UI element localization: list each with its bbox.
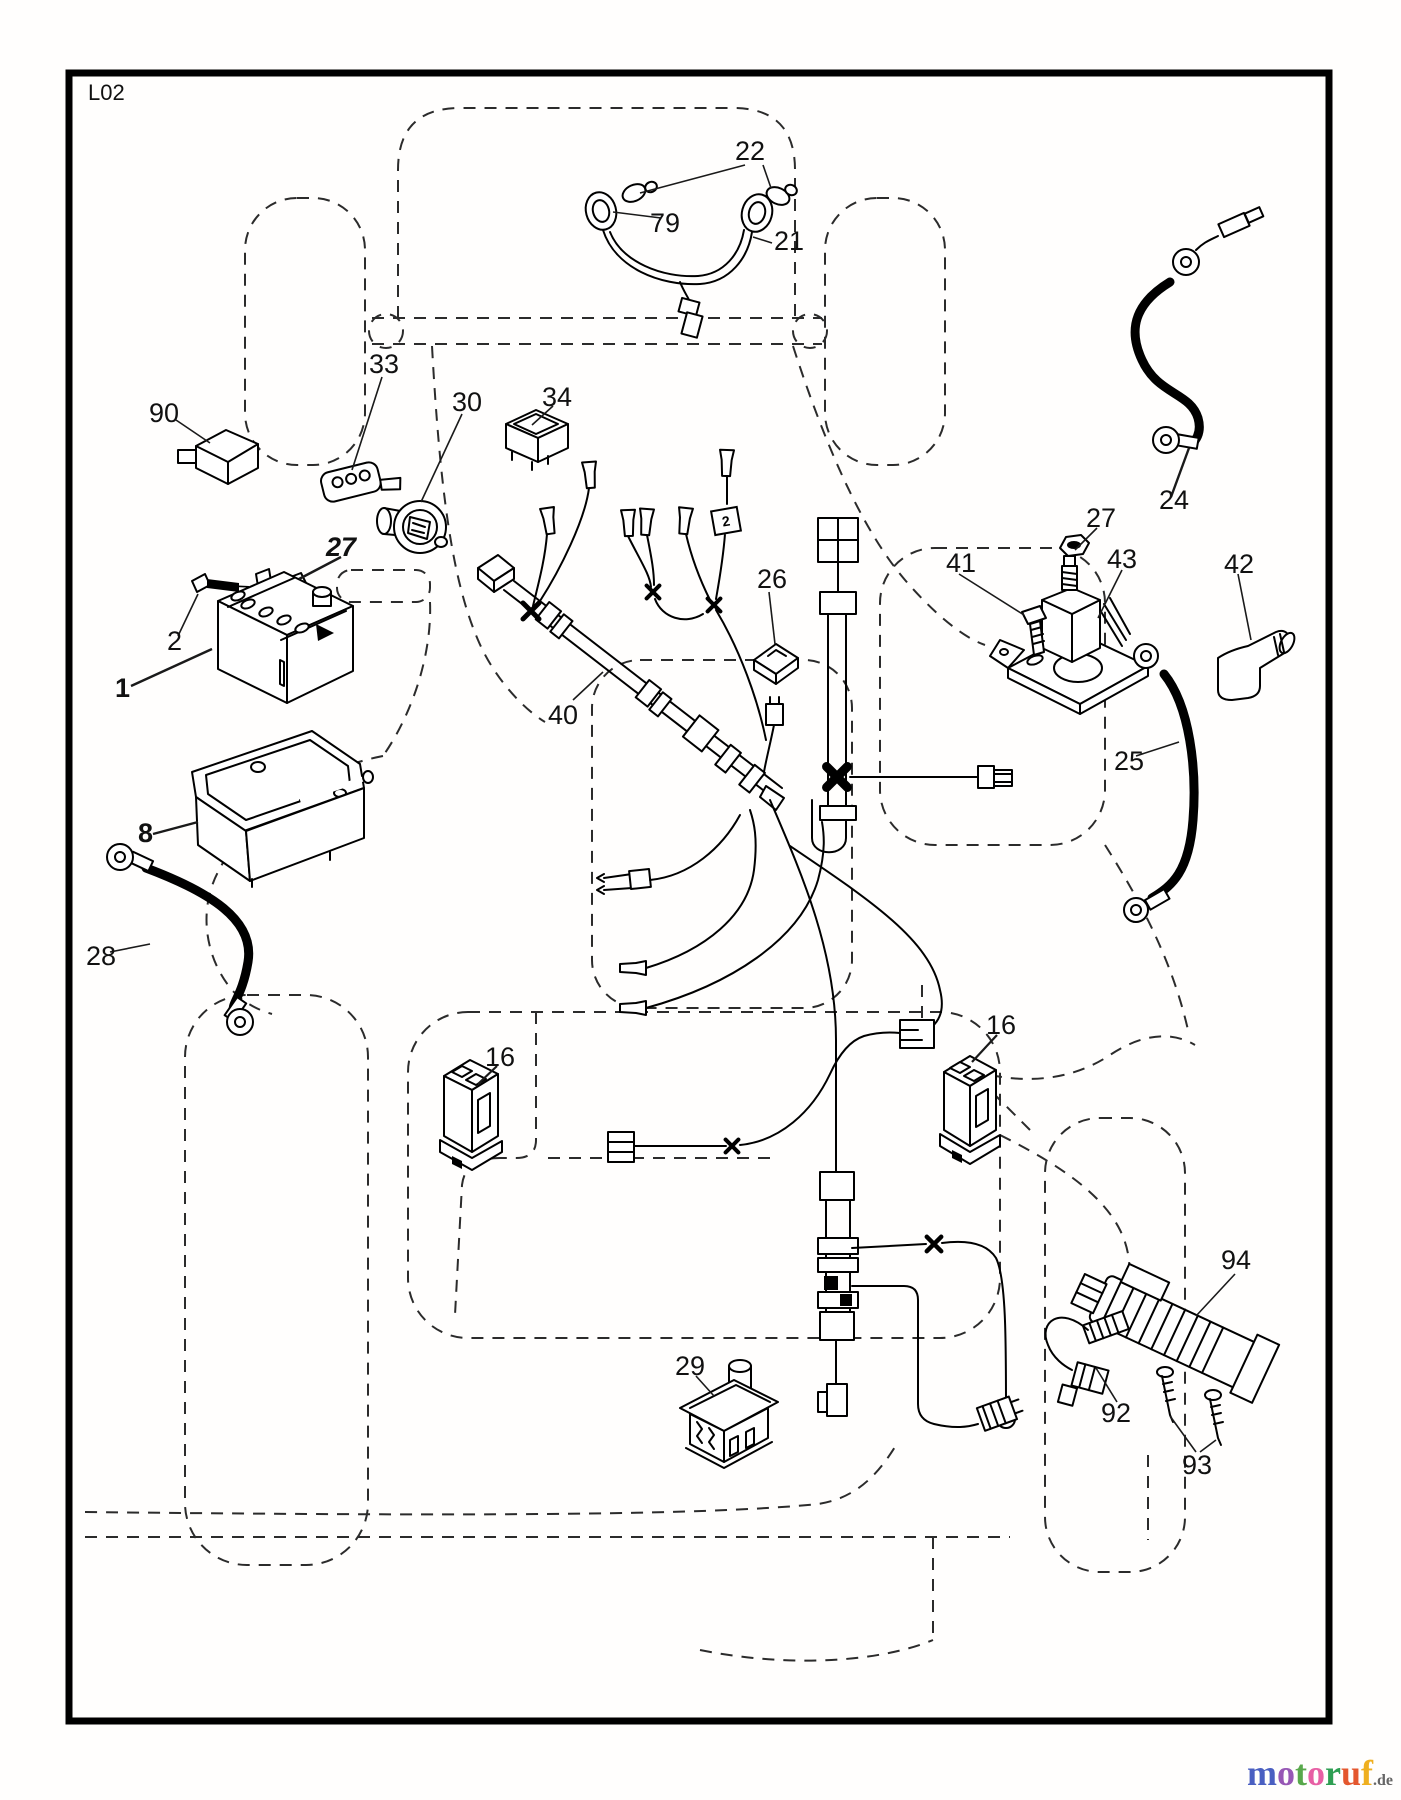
part-label-28: 28 bbox=[86, 941, 117, 971]
relay-drawing bbox=[178, 430, 258, 484]
motoruf-logo bbox=[1247, 1752, 1393, 1794]
part-label-92: 92 bbox=[1101, 1398, 1132, 1428]
part-label-29: 29 bbox=[675, 1351, 706, 1381]
part-label-1: 1 bbox=[115, 673, 131, 703]
solenoid-cable-drawing bbox=[1124, 644, 1194, 922]
part-label-30: 30 bbox=[452, 387, 483, 417]
part-label-42: 42 bbox=[1224, 549, 1255, 579]
battery-box-drawing bbox=[192, 731, 373, 887]
logo-letter: m bbox=[1246, 1753, 1277, 1793]
part-label-26: 26 bbox=[757, 564, 788, 594]
center-wires-drawing bbox=[597, 800, 942, 1172]
logo-suffix: .de bbox=[1373, 1772, 1393, 1789]
logo-letter: t bbox=[1294, 1753, 1307, 1793]
light-switch-drawing bbox=[506, 410, 568, 470]
part-label-40: 40 bbox=[548, 700, 579, 730]
part-label-33: 33 bbox=[369, 349, 400, 379]
part-label-16-right: 16 bbox=[986, 1010, 1017, 1040]
ignition-switch-drawing bbox=[377, 501, 447, 553]
page-code: L02 bbox=[88, 80, 125, 105]
part-label-41: 41 bbox=[946, 548, 977, 578]
headlight-harness-drawing bbox=[582, 180, 799, 338]
lower-harness-drawing bbox=[818, 1172, 1025, 1431]
logo-letter: u bbox=[1340, 1753, 1361, 1793]
part-label-79: 79 bbox=[650, 208, 681, 238]
part-label-16-left: 16 bbox=[485, 1042, 516, 1072]
wire-tag: 2 bbox=[710, 506, 742, 536]
battery-drawing bbox=[192, 569, 353, 703]
part-label-22: 22 bbox=[735, 136, 766, 166]
battery-cable-drawing bbox=[1135, 207, 1263, 453]
part-label-21: 21 bbox=[774, 226, 805, 256]
part-label-90: 90 bbox=[149, 398, 180, 428]
logo-letter: o bbox=[1306, 1753, 1325, 1793]
terminal-boot-drawing bbox=[1218, 630, 1297, 700]
logo-letter: o bbox=[1276, 1753, 1295, 1793]
part-label-34: 34 bbox=[542, 382, 573, 412]
part-label-27-battery: 27 bbox=[326, 532, 357, 562]
ignition-key-drawing bbox=[319, 456, 403, 508]
interlock-right-drawing bbox=[940, 1056, 1000, 1164]
part-label-43: 43 bbox=[1107, 544, 1138, 574]
part-label-2: 2 bbox=[167, 626, 183, 656]
logo-letter: f bbox=[1361, 1753, 1373, 1793]
part-label-24: 24 bbox=[1159, 485, 1190, 515]
part-label-8: 8 bbox=[138, 818, 154, 848]
logo-letter: r bbox=[1324, 1753, 1341, 1793]
module-drawing bbox=[1046, 1245, 1284, 1445]
part-label-93: 93 bbox=[1182, 1450, 1213, 1480]
main-harness-drawing bbox=[478, 450, 784, 810]
part-label-94: 94 bbox=[1221, 1245, 1252, 1275]
ground-cable-drawing bbox=[107, 844, 253, 1035]
part-label-25: 25 bbox=[1114, 746, 1145, 776]
part-label-27-nut: 27 bbox=[1086, 503, 1117, 533]
